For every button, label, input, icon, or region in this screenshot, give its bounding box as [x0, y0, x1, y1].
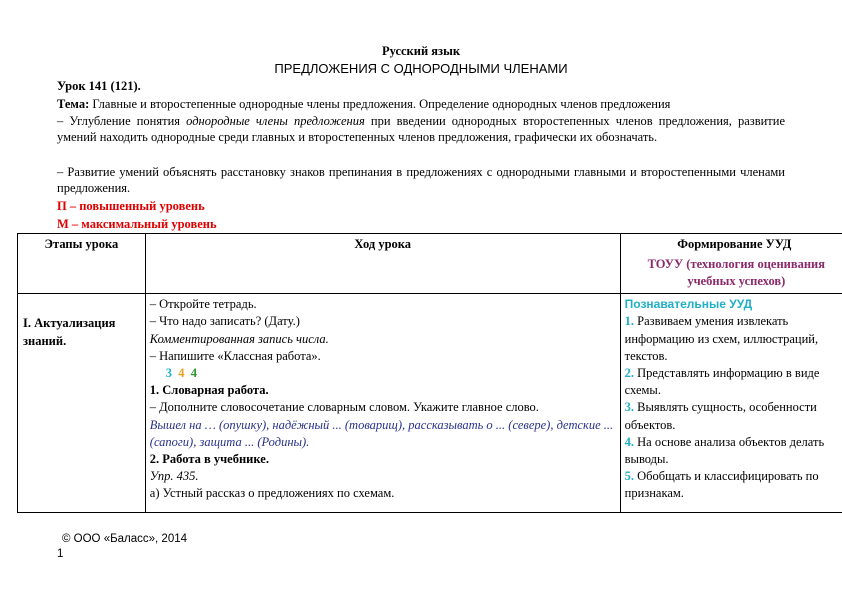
- uud-item: 1. Развиваем умения извлекать информацию из схем, иллюстраций, текстов.: [624, 314, 819, 363]
- table-header-row: [18, 234, 842, 294]
- table-row: [18, 294, 842, 513]
- course-line-5: – Дополните словосочетание словарным словом. Укажите главное слово.: [149, 400, 539, 415]
- course-line-3: Комментированная запись числа.: [149, 331, 329, 346]
- section-textbook: 2. Работа в учебнике.: [149, 452, 269, 467]
- course-cell: [145, 294, 620, 513]
- course-line-1: – Откройте тетрадь.: [149, 297, 257, 312]
- uud-title: Познавательные УУД: [624, 297, 753, 312]
- goal-1-end: при введении однородных второстепенных членов предложения, развитие умений находить однородные среди главных и второстепенных членов предложения, графически их обозначать.: [57, 114, 785, 144]
- uud-content: [621, 294, 842, 505]
- uud-cell: [620, 294, 842, 513]
- goal-2: – Развитие умений объяснять расстановку знаков препинания в предложениях с однородными главными и второстепенными членами предложения.: [57, 165, 785, 195]
- course-line-8: а) Устный рассказ о предложениях по схемам.: [149, 486, 395, 501]
- goal-1-term: однородные члены предложения: [186, 114, 365, 128]
- section-vocabulary: 1. Словарная работа.: [149, 383, 269, 398]
- goal-1-start: – Углубление понятия: [57, 114, 187, 128]
- course-line-4: – Напишите «Классная работа».: [149, 348, 321, 363]
- header-course: Ход урока: [354, 237, 412, 251]
- goal-1: [57, 113, 785, 145]
- vocabulary-phrases: Вышел на … (опушку), надёжный ... (товарищ), рассказывать о ... (севере), детские ... (сапоги), защита ... (Родины).: [149, 417, 614, 449]
- theme-line: [57, 96, 787, 112]
- copyright: © ООО «Баласс», 2014: [62, 533, 188, 545]
- stage-name: I. Актуализация знаний.: [23, 316, 116, 349]
- subject-title: Русский язык: [381, 44, 461, 58]
- uud-item: 2. Представлять информацию в виде схемы.: [624, 366, 820, 398]
- header-stages-cell: [18, 234, 146, 294]
- exercise-number: Упр. 435.: [149, 469, 199, 484]
- level-m: М – максимальный уровень: [57, 217, 217, 231]
- uud-item: 3. Выявлять сущность, особенности объектов.: [624, 400, 817, 432]
- topic-title: ПРЕДЛОЖЕНИЯ С ОДНОРОДНЫМИ ЧЛЕНАМИ: [274, 61, 568, 76]
- page-number: 1: [57, 548, 64, 560]
- header-uud-cell: [620, 234, 842, 294]
- lesson-number: Урок 141 (121).: [57, 79, 141, 93]
- uud-item: 4. На основе анализа объектов делать выводы.: [624, 434, 825, 467]
- theme-text: Главные и второстепенные однородные члены предложения. Определение однородных членов предложения: [92, 97, 671, 111]
- header-stages: Этапы урока: [44, 237, 119, 251]
- header-uud-sub: ТОУУ (технология оценивания учебных успехов): [647, 257, 826, 289]
- level-p: П – повышенный уровень: [57, 199, 205, 213]
- lesson-table: [17, 233, 842, 513]
- course-line-2: – Что надо записать? (Дату.): [149, 314, 300, 329]
- mark-3: 3: [165, 366, 173, 381]
- stage-cell: [18, 294, 146, 513]
- difficulty-marks: [150, 365, 616, 382]
- theme-label: Тема:: [57, 97, 90, 111]
- course-content: [146, 294, 620, 505]
- header-uud: Формирование УУД: [677, 237, 792, 251]
- mark-4-green: 4: [190, 366, 198, 381]
- uud-item: 5. Обобщать и классифицировать по признакам.: [624, 469, 819, 501]
- header-course-cell: [145, 234, 620, 294]
- mark-4-orange: 4: [178, 366, 185, 381]
